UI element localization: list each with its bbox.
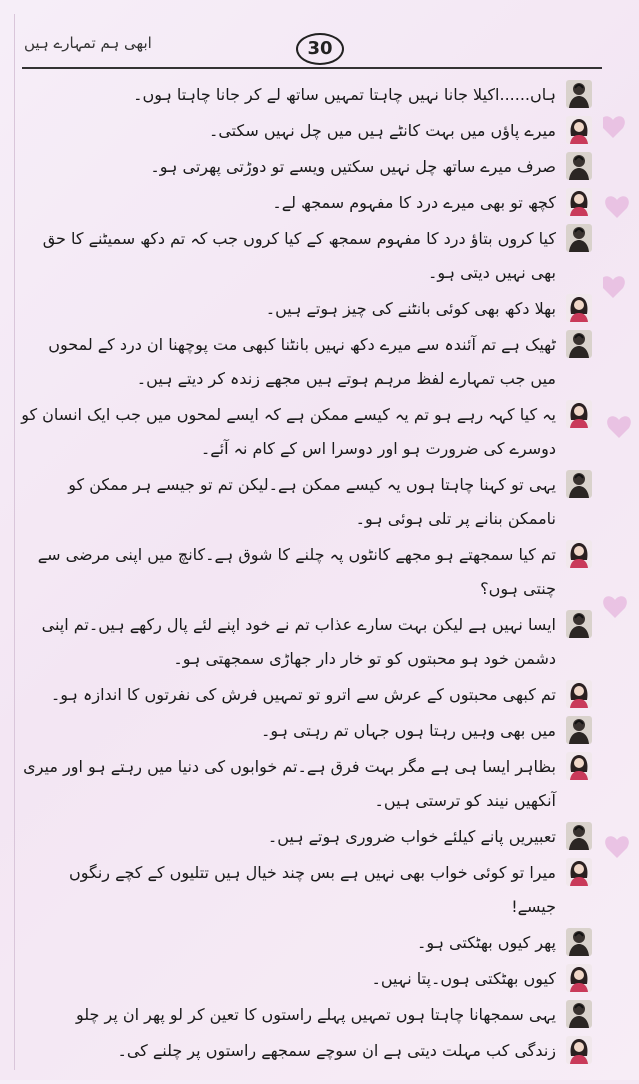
male-speaker-icon: [566, 1000, 592, 1028]
female-speaker-icon: [566, 964, 592, 992]
dialogue-line: [20, 1034, 592, 1068]
dialogue-text: تم کیا سمجھتے ہو مجھے کانٹوں پہ چلنے کا شوق ہے۔کانچ میں اپنی مرضی سے چنتی ہوں؟: [37, 545, 556, 598]
dialogue-text: زندگی کب مہلت دیتی ہے ان سوچے سمجھے راستوں پر چلنے کی۔: [117, 1041, 556, 1060]
dialogue-text: بظاہر ایسا ہی ہے مگر بہت فرق ہے۔تم خوابوں کی دنیا میں رہتے ہو اور میری آنکھیں نیند کو ترستی ہیں۔: [23, 757, 556, 810]
dialogue-text: کیا کروں بتاؤ درد کا مفہوم سمجھ کے کیا کروں جب کہ تم دکھ سمیٹنے کا حق بھی نہیں دیتی ہو۔: [42, 229, 556, 282]
male-speaker-icon: [566, 716, 592, 744]
dialogue-line: [20, 328, 592, 396]
dialogue-text: تعبیریں پانے کیلئے خواب ضروری ہوتے ہیں۔: [267, 827, 556, 846]
dialogue-line: [20, 608, 592, 676]
female-speaker-icon: [566, 680, 592, 708]
dialogue-line: [20, 114, 592, 148]
dialogue-text: یہ کیا کہہ رہے ہو تم یہ کیسے ممکن ہے کہ ایسے لمحوں میں جب ایک انسان کو دوسرے کی ضرورت ہو اور دوسرا اس کے کام نہ آئے۔: [21, 405, 556, 458]
dialogue-text: تم کبھی محبتوں کے عرش سے اترو تو تمہیں فرش کی نفرتوں کا اندازہ ہو۔: [50, 685, 556, 704]
male-speaker-icon: [566, 822, 592, 850]
dialogue-line: [20, 856, 592, 924]
dialogue-text: پھر کیوں بھٹکتی ہو۔: [416, 933, 556, 952]
male-speaker-icon: [566, 152, 592, 180]
female-speaker-icon: [566, 540, 592, 568]
female-speaker-icon: [566, 752, 592, 780]
dialogue-line: [20, 78, 592, 112]
female-speaker-icon: [566, 294, 592, 322]
dialogue-text: ایسا نہیں ہے لیکن بہت سارے عذاب تم نے خود اپنے لئے پال رکھے ہیں۔تم اپنی دشمن خود ہو محبتوں کو تو خار دار جھاڑی سمجھتی ہو۔: [41, 615, 556, 668]
dialogue-text: میرے پاؤں میں بہت کانٹے ہیں میں چل نہیں سکتی۔: [208, 121, 556, 140]
dialogue-line: [20, 398, 592, 466]
dialogue-text: یہی تو کہنا چاہتا ہوں یہ کیسے ممکن ہے۔لیکن تم تو جیسے ہر ممکن کو ناممکن بنانے پر تلی ہوئی ہو۔: [68, 475, 556, 528]
dialogue-line: [20, 678, 592, 712]
header-divider: [22, 67, 602, 69]
dialogue-line: [20, 222, 592, 290]
male-speaker-icon: [566, 80, 592, 108]
dialogue-text: ہاں......اکیلا جانا نہیں چاہتا تمہیں ساتھ لے کر جانا چاہتا ہوں۔: [133, 85, 556, 104]
male-speaker-icon: [566, 224, 592, 252]
dialogue-line: [20, 962, 592, 996]
female-speaker-icon: [566, 858, 592, 886]
male-speaker-icon: [566, 330, 592, 358]
book-title: ابھی ہم تمہارے ہیں: [24, 34, 152, 52]
dialogue-line: [20, 292, 592, 326]
dialogue-text: یہی سمجھانا چاہتا ہوں تمہیں پہلے راستوں کا تعین کر لو پھر ان پر چلو: [75, 1005, 556, 1024]
dialogue-line: [20, 820, 592, 854]
dialogue-line: [20, 538, 592, 606]
female-speaker-icon: [566, 400, 592, 428]
dialogue-line: [20, 468, 592, 536]
female-speaker-icon: [566, 116, 592, 144]
page-number: 30: [296, 33, 344, 65]
dialogue-text: میں بھی وہیں رہتا ہوں جہاں تم رہتی ہو۔: [260, 721, 556, 740]
dialogue-text: کچھ تو بھی میرے درد کا مفہوم سمجھ لے۔: [272, 193, 556, 212]
dialogue-text: بھلا دکھ بھی کوئی بانٹنے کی چیز ہوتے ہیں۔: [265, 299, 556, 318]
dialogue-line: [20, 926, 592, 960]
female-speaker-icon: [566, 188, 592, 216]
male-speaker-icon: [566, 928, 592, 956]
male-speaker-icon: [566, 470, 592, 498]
dialogue-line: [20, 150, 592, 184]
dialogue-line: [20, 998, 592, 1032]
heart-decoration: [603, 80, 639, 1080]
dialogue-line: [20, 186, 592, 220]
dialogue-list: [20, 78, 592, 1070]
dialogue-text: صرف میرے ساتھ چل نہیں سکتیں ویسے تو دوڑتی پھرتی ہو۔: [150, 157, 556, 176]
male-speaker-icon: [566, 610, 592, 638]
dialogue-line: [20, 750, 592, 818]
dialogue-text: میرا تو کوئی خواب بھی نہیں ہے بس چند خیال ہیں تتلیوں کے کچے رنگوں جیسے!: [68, 863, 556, 916]
dialogue-text: کیوں بھٹکتی ہوں۔پتا نہیں۔: [371, 969, 556, 988]
female-speaker-icon: [566, 1036, 592, 1064]
dialogue-line: [20, 714, 592, 748]
dialogue-text: ٹھیک ہے تم آئندہ سے میرے دکھ نہیں بانٹنا کبھی مت پوچھنا ان درد کے لمحوں میں جب تمہارے لفظ مرہم ہوتے ہیں مجھے زندہ کر دیتے ہیں۔: [48, 335, 556, 388]
